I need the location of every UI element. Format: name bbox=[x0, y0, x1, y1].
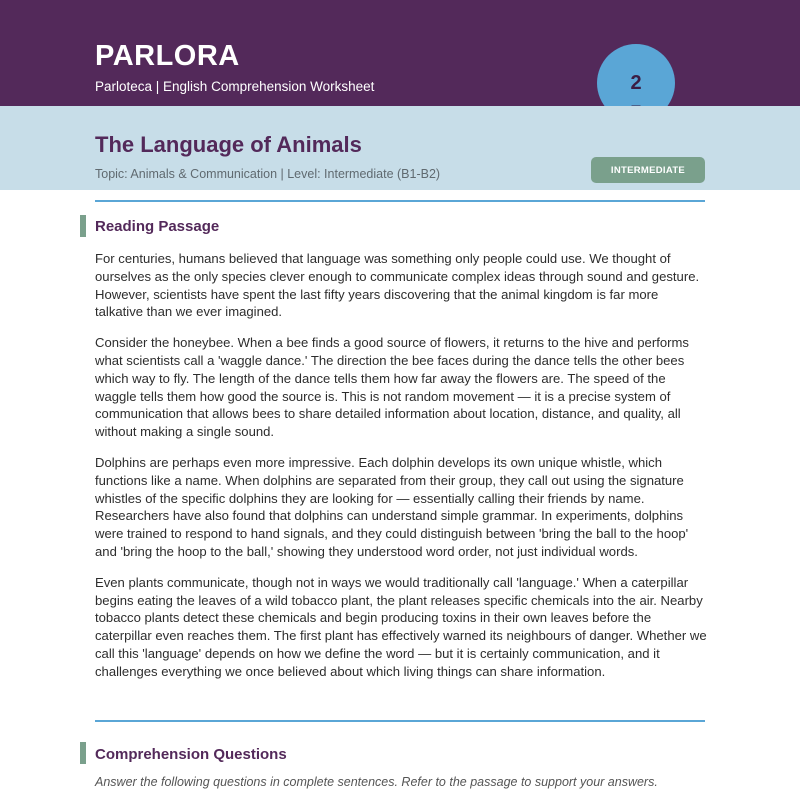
worksheet-number-badge bbox=[595, 44, 677, 106]
questions-instructions: Answer the following questions in complete sentences. Refer to the passage to support your answers. bbox=[95, 775, 658, 789]
divider-middle bbox=[95, 720, 705, 722]
number-circle bbox=[597, 44, 675, 106]
header-bar bbox=[0, 0, 800, 106]
divider-top bbox=[95, 200, 705, 202]
worksheet-number: 2 bbox=[630, 72, 642, 94]
passage-paragraph: Even plants communicate, though not in ways we would traditionally call 'language.' When a caterpillar begins eating the leaves of a wild tobacco plant, the plant releases specific chemicals into the air. Nearby tobacco plants detect these chemicals and begin producing toxins in their own leaves before the caterpillar even reaches them. The first plant has effectively warned its neighbours of danger. Whether we call this 'language' depends on how we define the word — but it is certainly communication, and it challenges everything we once believed about which living things can share information. bbox=[95, 574, 707, 679]
passage-paragraph: For centuries, humans believed that language was something only people could use. We thought of ourselves as the only species clever enough to communicate complex ideas through sound and gesture. However, scientists have spent the last fifty years discovering that the animal kingdom is far more talkative than we ever imagined. bbox=[95, 251, 700, 320]
header-subtitle: Parloteca | English Comprehension Worksheet bbox=[95, 79, 375, 94]
level-badge: INTERMEDIATE bbox=[591, 157, 705, 183]
worksheet-meta: Topic: Animals & Communication | Level: Intermediate (B1-B2) bbox=[95, 167, 441, 181]
reading-passage bbox=[95, 250, 709, 694]
section-title-questions: Comprehension Questions bbox=[95, 746, 287, 763]
passage-paragraph: Dolphins are perhaps even more impressive. Each dolphin develops its own unique whistle, which functions like a name. When dolphins are separated from their group, they call out using the signature whistles of the specific dolphins they are looking for — essentially calling their friends by name. Researchers have also found that dolphins can understand simple grammar. In experiments, dolphins were trained to respond to hand signals, and they could distinguish between 'bring the ball to the hoop' and 'bring the hoop to the ball,' showing they understood word order, not just individual words. bbox=[95, 454, 689, 559]
worksheet-number-sub: — bbox=[631, 100, 641, 106]
section-marker bbox=[80, 215, 86, 237]
section-marker bbox=[80, 742, 86, 764]
section-title-reading: Reading Passage bbox=[95, 218, 220, 235]
brand-name: PARLORA bbox=[95, 40, 240, 72]
worksheet-title: The Language of Animals bbox=[95, 132, 362, 157]
passage-paragraph: Consider the honeybee. When a bee finds a good source of flowers, it returns to the hive and performs what scientists call a 'waggle dance.' The direction the bee faces during the dance tells the other bees which way to fly. The length of the dance tells them how far away the flowers are. The speed of the waggle tells them how good the source is. This is not random movement — it is a precise system of communication that allows bees to share detailed information about location, distance, and quality, all without making a single sound. bbox=[95, 335, 689, 440]
